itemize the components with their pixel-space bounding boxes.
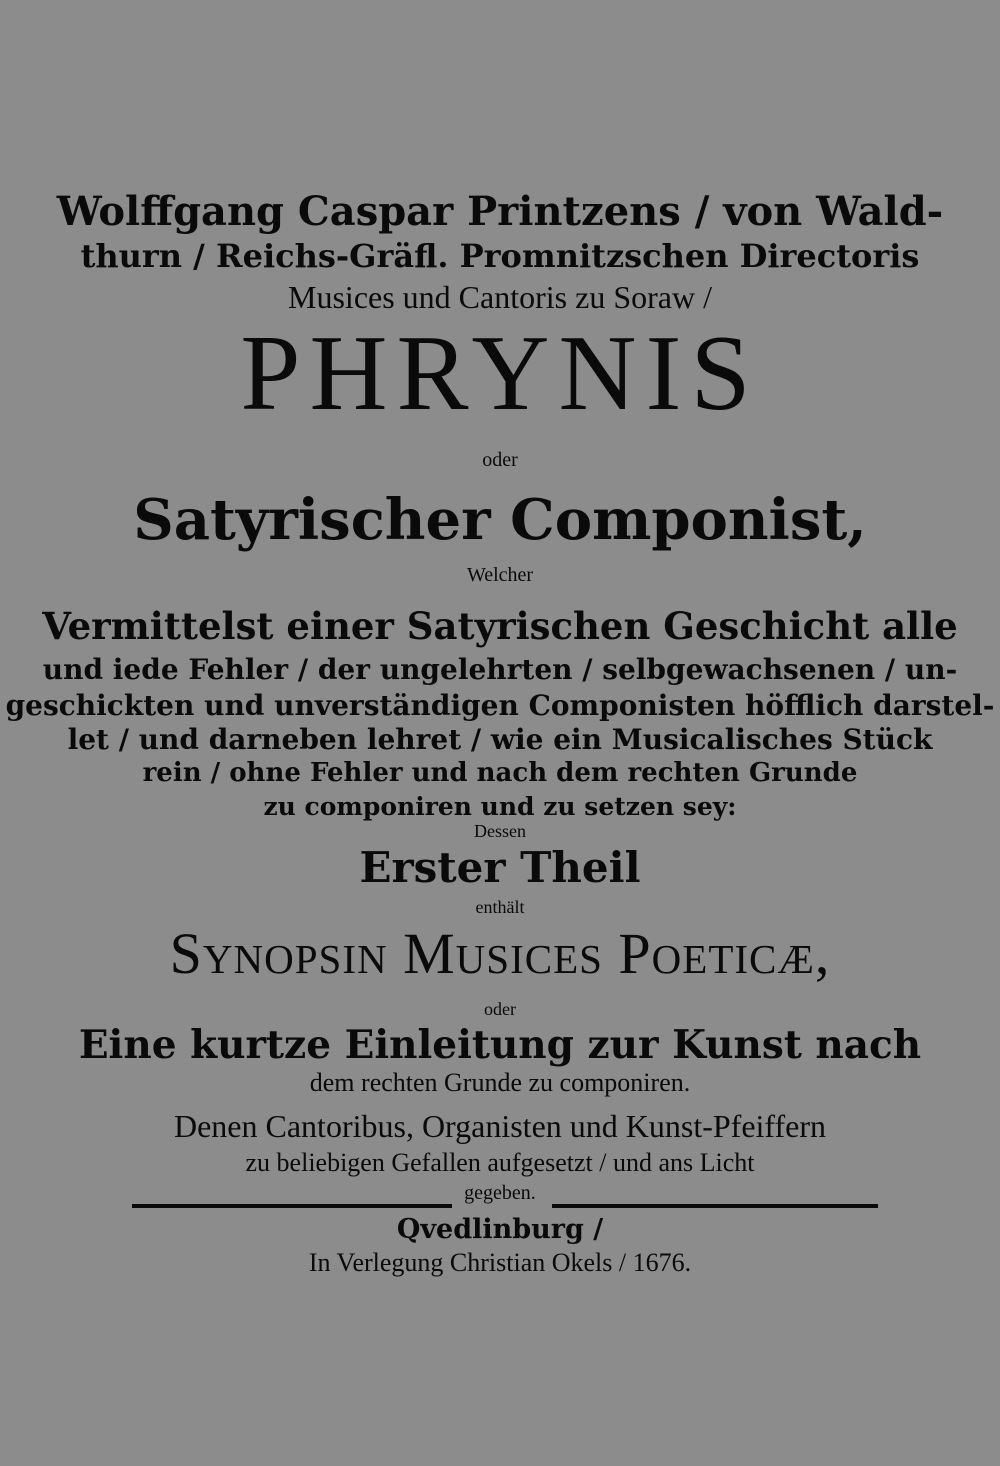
author-line-3: Musices und Cantoris zu Soraw /	[288, 279, 712, 315]
part-heading: Erster Theil	[359, 843, 641, 892]
divider-rule-left	[132, 1204, 452, 1208]
dedication-line-2: zu beliebigen Gefallen aufgesetzt / und ans Licht	[245, 1148, 755, 1177]
welcher-label: Welcher	[466, 564, 534, 586]
main-title: PHRYNIS	[240, 314, 760, 433]
einleitung-line-1: Eine kurtze Einleitung zur Kunst nach	[78, 1022, 922, 1068]
subtitle: Satyrischer Componist,	[133, 487, 867, 553]
description-line-3: geschickten und unverständigen Componisten höfflich darstel-	[5, 689, 995, 722]
description-line-1: Vermittelst einer Satyrischen Geschicht alle	[42, 604, 958, 648]
oder-connector-2: oder	[484, 999, 516, 1019]
description-line-2: und iede Fehler / der ungelehrten / selbgewachsenen / un-	[42, 653, 958, 686]
oder-connector-1: oder	[482, 449, 518, 471]
imprint-place: Qvedlinburg /	[396, 1214, 604, 1245]
divider-rule-right	[552, 1204, 878, 1208]
enthaelt-label: enthält	[475, 897, 525, 917]
dessen-label: Dessen	[474, 821, 526, 841]
synopsis-title: Synopsin Musices Poeticæ,	[169, 921, 831, 986]
author-line-2: thurn / Reichs-Gräfl. Promnitzschen Directoris	[80, 237, 920, 275]
gegeben-label: gegeben.	[464, 1182, 536, 1204]
description-line-6: zu componiren und zu setzen sey:	[263, 792, 737, 821]
imprint-publisher: In Verlegung Christian Okels / 1676.	[308, 1248, 692, 1277]
description-line-4: let / und darneben lehret / wie ein Musicalisches Stück	[67, 723, 933, 756]
einleitung-line-2: dem rechten Grunde zu componiren.	[309, 1068, 691, 1097]
dedication-line-1: Denen Cantoribus, Organisten und Kunst-Pfeiffern	[173, 1108, 827, 1144]
description-line-5: rein / ohne Fehler und nach dem rechten Grunde	[142, 758, 858, 788]
author-line-1: Wolffgang Caspar Printzens / von Wald-	[56, 188, 944, 235]
